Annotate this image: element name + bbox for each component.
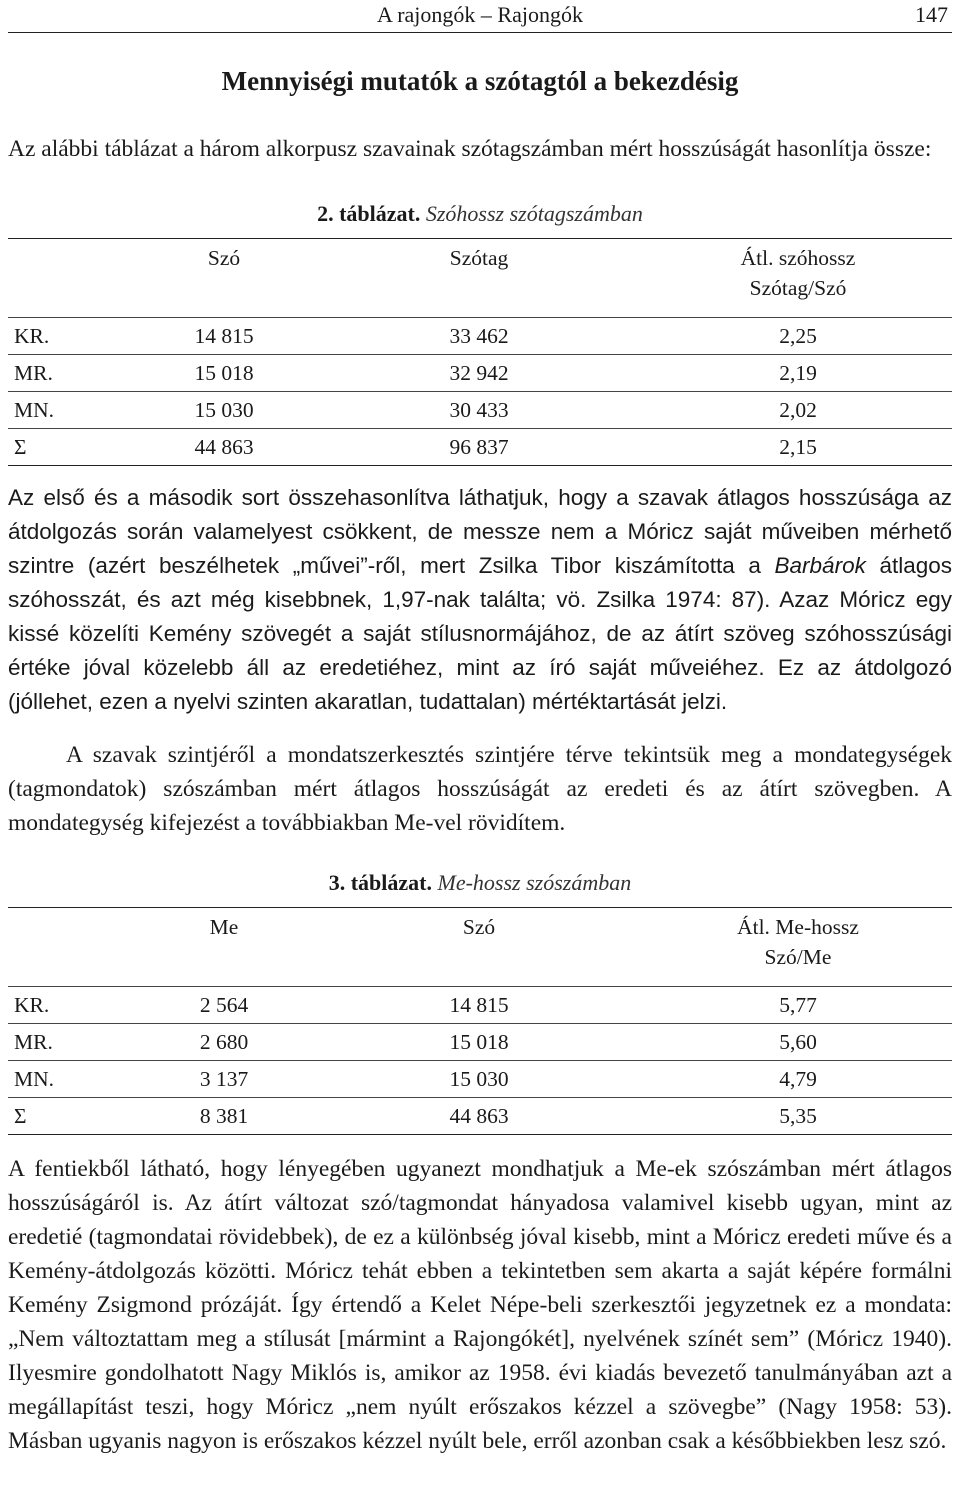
table3-caption [0,870,960,896]
table2-col-header: Szótag [314,239,644,318]
table-row: MR. 15 018 32 942 2,19 [8,355,952,392]
table3-col-header: Szó [314,908,644,987]
body-paragraph-3: A fentiekből látható, hogy lényegében ugyanezt mondhatjuk a Me-ek szószámban mért átlagos hosszúságáról is. Az átírt változat szó/tagmondat hányadosa valamivel kisebb ugyan, mint az eredetié (tagmondatai rövidebbek), de ez a különbség jóval kisebb, mint a Móricz eredeti műve és a Kemény-átdolgozás közötti. Móricz tehát ebben a tekintetben sem akarta a saját képére formálni Kemény Zsigmond prózáját. Így értendő a Kelet Népe-beli szerkesztői jegyzetnek ez a mondata: „Nem változtattam meg a stílusát [mármint a Rajongókét], nyelvének színét sem” (Móricz 1940). Ilyesmire gondolhatott Nagy Miklós is, amikor az 1958. évi kiadás bevezető tanulmányában azt a megállapítást teszi, hogy Móricz „nem nyúlt erőszakos kézzel a szövegbe” (Nagy 1958: 53). Másban ugyanis nagyon is erőszakos kézzel nyúlt bele, erről azonban csak a későbbiekben lesz szó. [8,1156,952,1454]
page-number: 147 [915,2,948,27]
body-paragraph-1: Az első és a második sort összehasonlítva láthatjuk, hogy a szavak átlagos hosszúsága az átdolgozás során valamelyest csökkent, de messze nem a Móricz saját műveiben mérhető szintre (azért beszélhetek „művei”-ről, mert Zsilka Tibor kiszámította a Barbárok átlagos szóhosszát, és azt még kisebbnek, 1,97-nak találta; vö. Zsilka 1974: 87). Azaz Móricz egy kissé közelíti Kemény szövegét a saját stílusnormájához, de az átírt szöveg szóhosszúsági értéke jóval közelebb áll az eredetiéhez, mint az író saját műveiéhez. Ez az átdolgozó (jóllehet, ezen a nyelvi szinten akaratlan, tudattalan) mértéktartását jelzi. [8,485,953,714]
table2-col-header: Szó [134,239,314,318]
table2-col-header: Átl. szóhossz Szótag/Szó [644,239,952,318]
table3-caption-label: 3. táblázat. [328,870,432,895]
body-paragraph-2: A szavak szintjéről a mondatszerkesztés szintjére térve tekintsük meg a mondategységek (tagmondatok) szószámban mért átlagos hosszúságát az eredeti és az átírt szövegben. A mondategység kifejezést a továbbiakban Me-vel rövidítem. [8,742,952,836]
running-header [8,0,952,33]
table-row: KR. 2 564 14 815 5,77 [8,987,952,1024]
table-header-row [8,239,952,318]
table3-col-header: Me [134,908,314,987]
table2-caption [0,201,960,227]
running-title: A rajongók – Rajongók [377,2,583,27]
table2 [8,238,952,466]
book-title: Barbárok [774,553,866,578]
table3-caption-title: Me-hossz szószámban [437,870,632,895]
table3-col-header: Átl. Me-hossz Szó/Me [644,908,952,987]
table2-caption-title: Szóhossz szótagszámban [425,201,643,226]
table-row: KR. 14 815 33 462 2,25 [8,318,952,355]
table-header-row [8,908,952,987]
intro-paragraph: Az alábbi táblázat a három alkorpusz szavainak szótagszámban mért hosszúságát hasonlítja össze: [8,136,932,162]
table-row: MN. 3 137 15 030 4,79 [8,1061,952,1098]
table-row: Σ 44 863 96 837 2,15 [8,429,952,466]
table-row: MR. 2 680 15 018 5,60 [8,1024,952,1061]
section-title: Mennyiségi mutatók a szótagtól a bekezdésig [221,66,739,96]
table-row: Σ 8 381 44 863 5,35 [8,1098,952,1135]
table2-caption-label: 2. táblázat. [317,201,421,226]
table3 [8,907,952,1135]
table-row: MN. 15 030 30 433 2,02 [8,392,952,429]
